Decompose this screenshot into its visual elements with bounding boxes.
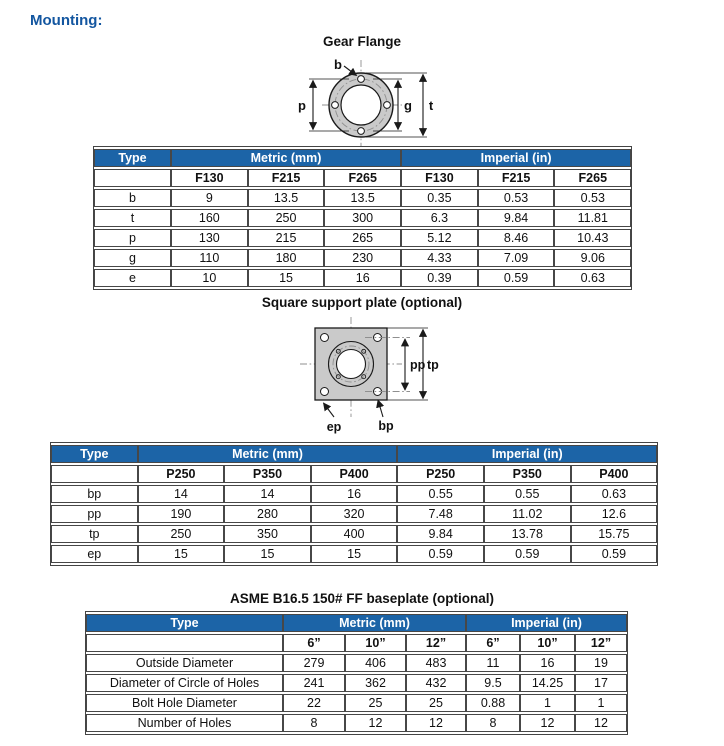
col-header: F265 — [554, 169, 631, 187]
table-row — [86, 674, 627, 692]
row-label: t — [94, 209, 171, 227]
row-label: e — [94, 269, 171, 287]
table-cell: 12 — [406, 714, 466, 732]
corner-hole — [321, 388, 329, 396]
table-cell: 10 — [171, 269, 248, 287]
row-label: Outside Diameter — [86, 654, 283, 672]
table-row — [86, 654, 627, 672]
table-cell: 190 — [138, 505, 225, 523]
metric-header: Metric (mm) — [283, 614, 466, 632]
table-cell: 300 — [324, 209, 401, 227]
table-row — [94, 269, 631, 287]
table-cell: 0.59 — [478, 269, 555, 287]
table-cell: 0.59 — [484, 545, 571, 563]
dim-label-tp: tp — [427, 358, 439, 372]
support-plate-table — [50, 442, 658, 566]
table-cell: 15 — [248, 269, 325, 287]
col-header: F265 — [324, 169, 401, 187]
col-header: 10” — [520, 634, 575, 652]
table-cell: 0.55 — [484, 485, 571, 503]
bolt-hole — [332, 102, 339, 109]
table-cell: 0.53 — [554, 189, 631, 207]
table-row — [51, 505, 657, 523]
table-cell: 13.5 — [248, 189, 325, 207]
table-cell: 160 — [171, 209, 248, 227]
col-header: F215 — [478, 169, 555, 187]
row-label: p — [94, 229, 171, 247]
table-cell: 8 — [466, 714, 520, 732]
table-cell: 1 — [575, 694, 627, 712]
row-label: Bolt Hole Diameter — [86, 694, 283, 712]
baseplate-table — [85, 611, 628, 735]
table-cell: 0.63 — [571, 485, 658, 503]
dim-label-b: b — [334, 57, 342, 72]
table-cell: 9.06 — [554, 249, 631, 267]
table-cell: 17 — [575, 674, 627, 692]
table-cell: 10.43 — [554, 229, 631, 247]
bore-circle — [337, 350, 366, 379]
bolt-hole — [358, 128, 365, 135]
table-cell: 16 — [324, 269, 401, 287]
table-row — [94, 189, 631, 207]
col-header: F215 — [248, 169, 325, 187]
col-header: 12” — [406, 634, 466, 652]
page-title: Mounting: — [30, 12, 103, 29]
col-header: P400 — [311, 465, 398, 483]
table-cell: 250 — [138, 525, 225, 543]
table-cell: 12 — [520, 714, 575, 732]
row-label: bp — [51, 485, 138, 503]
table-cell: 241 — [283, 674, 345, 692]
dim-label-bp: bp — [378, 419, 394, 433]
bolt-hole — [384, 102, 391, 109]
baseplate-table-wrap — [85, 611, 628, 735]
support-plate-table-wrap — [50, 442, 658, 566]
col-header: F130 — [401, 169, 478, 187]
table-cell: 130 — [171, 229, 248, 247]
dim-label-t: t — [428, 98, 434, 113]
table-cell: 0.55 — [397, 485, 484, 503]
dim-label-g: g — [404, 98, 412, 113]
table-cell: 13.5 — [324, 189, 401, 207]
col-header: 12” — [575, 634, 627, 652]
corner-hole — [321, 334, 329, 342]
table-cell: 0.53 — [478, 189, 555, 207]
table-row — [51, 545, 657, 563]
dim-label-ep: ep — [326, 420, 342, 434]
table-cell: 22 — [283, 694, 345, 712]
table-cell: 8.46 — [478, 229, 555, 247]
flange-bore-circle — [341, 85, 381, 125]
table-cell: 362 — [345, 674, 406, 692]
row-label: pp — [51, 505, 138, 523]
table-cell: 11.02 — [484, 505, 571, 523]
table-cell: 483 — [406, 654, 466, 672]
table-cell: 280 — [224, 505, 311, 523]
col-header: P400 — [571, 465, 658, 483]
empty-cell — [51, 465, 138, 483]
table-cell: 9 — [171, 189, 248, 207]
table-cell: 180 — [248, 249, 325, 267]
table-cell: 15 — [311, 545, 398, 563]
table-cell: 25 — [345, 694, 406, 712]
row-label: Number of Holes — [86, 714, 283, 732]
table-cell: 12 — [575, 714, 627, 732]
table-cell: 13.78 — [484, 525, 571, 543]
table-cell: 0.59 — [397, 545, 484, 563]
table-row — [86, 694, 627, 712]
table-cell: 215 — [248, 229, 325, 247]
col-header: 6” — [283, 634, 345, 652]
table-cell: 6.3 — [401, 209, 478, 227]
table-cell: 8 — [283, 714, 345, 732]
gear-flange-table-wrap — [93, 146, 632, 290]
table-cell: 250 — [248, 209, 325, 227]
table-cell: 279 — [283, 654, 345, 672]
col-header: 6” — [466, 634, 520, 652]
table-cell: 0.88 — [466, 694, 520, 712]
row-label: ep — [51, 545, 138, 563]
leader-line-ep — [324, 403, 335, 417]
type-header: Type — [94, 149, 171, 167]
table-cell: 7.09 — [478, 249, 555, 267]
table-cell: 12 — [345, 714, 406, 732]
baseplate-title: ASME B16.5 150# FF baseplate (optional) — [229, 591, 495, 606]
metric-header: Metric (mm) — [171, 149, 401, 167]
leader-line-b — [344, 66, 357, 76]
table-row — [86, 714, 627, 732]
table-cell: 14.25 — [520, 674, 575, 692]
table-cell: 9.84 — [397, 525, 484, 543]
table-cell: 0.39 — [401, 269, 478, 287]
col-header: F130 — [171, 169, 248, 187]
table-cell: 320 — [311, 505, 398, 523]
gear-flange-diagram — [278, 50, 448, 148]
table-cell: 15 — [138, 545, 225, 563]
table-cell: 350 — [224, 525, 311, 543]
col-header: P250 — [397, 465, 484, 483]
table-row — [94, 209, 631, 227]
table-row — [51, 485, 657, 503]
table-cell: 9.5 — [466, 674, 520, 692]
table-cell: 25 — [406, 694, 466, 712]
col-header: 10” — [345, 634, 406, 652]
imperial-header: Imperial (in) — [397, 445, 657, 463]
empty-cell — [94, 169, 171, 187]
gear-flange-table — [93, 146, 632, 290]
table-cell: 12.6 — [571, 505, 658, 523]
table-cell: 265 — [324, 229, 401, 247]
col-header: P350 — [224, 465, 311, 483]
table-cell: 15 — [224, 545, 311, 563]
gear-flange-title: Gear Flange — [322, 34, 402, 49]
table-cell: 14 — [224, 485, 311, 503]
type-header: Type — [86, 614, 283, 632]
table-row — [94, 249, 631, 267]
table-cell: 14 — [138, 485, 225, 503]
table-cell: 11.81 — [554, 209, 631, 227]
table-cell: 16 — [311, 485, 398, 503]
support-plate-title: Square support plate (optional) — [261, 295, 463, 310]
table-cell: 11 — [466, 654, 520, 672]
dim-label-p: p — [298, 98, 306, 113]
support-plate-diagram — [270, 313, 445, 437]
leader-line-bp — [378, 400, 383, 417]
table-cell: 432 — [406, 674, 466, 692]
col-header: P250 — [138, 465, 225, 483]
imperial-header: Imperial (in) — [401, 149, 631, 167]
table-cell: 7.48 — [397, 505, 484, 523]
table-cell: 230 — [324, 249, 401, 267]
table-cell: 9.84 — [478, 209, 555, 227]
table-row — [51, 525, 657, 543]
empty-cell — [86, 634, 283, 652]
table-cell: 0.59 — [571, 545, 658, 563]
table-cell: 1 — [520, 694, 575, 712]
table-cell: 19 — [575, 654, 627, 672]
type-header: Type — [51, 445, 138, 463]
table-cell: 16 — [520, 654, 575, 672]
table-cell: 0.63 — [554, 269, 631, 287]
col-header: P350 — [484, 465, 571, 483]
row-label: b — [94, 189, 171, 207]
row-label: g — [94, 249, 171, 267]
bolt-hole — [358, 76, 365, 83]
table-cell: 4.33 — [401, 249, 478, 267]
row-label: tp — [51, 525, 138, 543]
table-cell: 5.12 — [401, 229, 478, 247]
imperial-header: Imperial (in) — [466, 614, 627, 632]
table-cell: 15.75 — [571, 525, 658, 543]
dim-label-pp: pp — [410, 358, 426, 372]
metric-header: Metric (mm) — [138, 445, 398, 463]
table-cell: 406 — [345, 654, 406, 672]
row-label: Diameter of Circle of Holes — [86, 674, 283, 692]
table-row — [94, 229, 631, 247]
table-cell: 110 — [171, 249, 248, 267]
table-cell: 400 — [311, 525, 398, 543]
table-cell: 0.35 — [401, 189, 478, 207]
